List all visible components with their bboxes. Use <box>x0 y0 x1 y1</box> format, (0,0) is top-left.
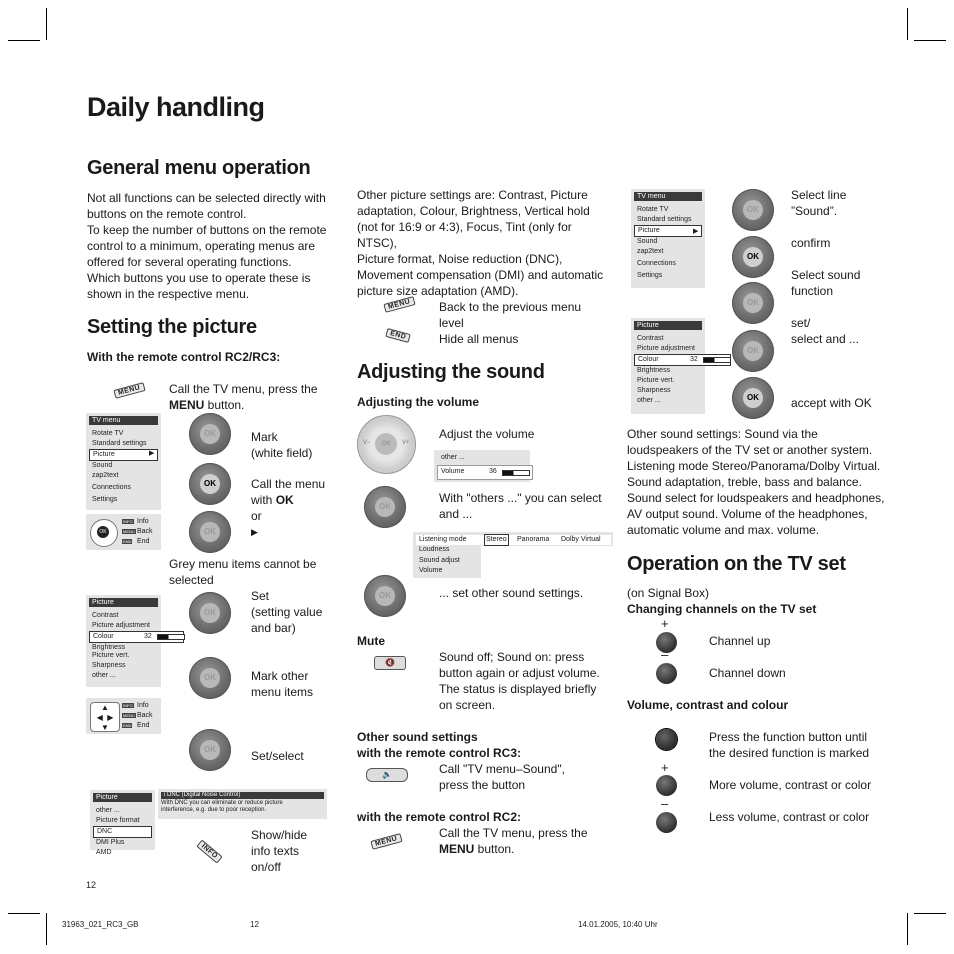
call-menu-ok-text: Call the menu with OK or ▶ <box>251 476 325 540</box>
more-text: More volume, contrast or color <box>709 778 872 792</box>
ok-button[interactable]: OK <box>732 236 774 278</box>
ok-dpad-button[interactable]: OK <box>732 282 774 324</box>
set-select-and-text: set/ select and ... <box>791 316 860 346</box>
other-sound-text: Other sound settings: Sound via the loudspeakers of the TV set or another system. Listening mode Stereo/Panorama/Dolby Virtual. Sound adaptation, treble, bass and balance. Sound select for loudspeakers and headphones, AV output sound. Volume of the headphones, automatic volume and max. volume. <box>627 427 885 537</box>
volume-plus-icon: V+ <box>402 440 410 446</box>
tvset-heading: Operation on the TV set <box>627 553 846 575</box>
selected-item: Colour 32 <box>634 354 731 366</box>
picture-heading: Setting the picture <box>87 316 257 338</box>
minus-sign: – <box>661 647 669 662</box>
footer-date: 14.01.2005, 10:40 Uhr <box>578 920 658 929</box>
rc2-subheading: with the remote control RC2: <box>357 810 522 824</box>
info-key-icon: INFO <box>123 703 133 708</box>
adjust-volume-text: Adjust the volume <box>439 427 535 441</box>
sound-heading: Adjusting the sound <box>357 361 545 383</box>
mute-text: Sound off; Sound on: press button again or adjust volume. The status is displayed briefly on screen. <box>439 650 600 712</box>
signal-box-text: (on Signal Box) <box>627 586 710 600</box>
legend-back: Back <box>137 528 153 535</box>
ok-dpad-button[interactable]: OK <box>189 413 231 455</box>
crop-mark <box>46 8 47 40</box>
ok-dpad-button[interactable]: OK <box>732 330 774 372</box>
arrow-keys-icon: ▲ ◀ ▶ ▼ <box>90 702 120 732</box>
crop-mark <box>8 913 40 914</box>
ok-dpad-button[interactable]: OK <box>189 511 231 553</box>
end-key-icon: END <box>123 723 132 728</box>
footer-file: 31963_021_RC3_GB <box>62 920 139 929</box>
selected-item: Picture <box>634 225 702 237</box>
call-menu-text: Call the TV menu, press the MENU button. <box>169 382 318 412</box>
ok-dpad-button[interactable]: OK <box>364 575 406 617</box>
arrow-right-icon: ▶ <box>693 228 699 235</box>
call-sound-text: Call "TV menu–Sound", press the button <box>439 762 565 792</box>
selected-item: Colour 32 <box>89 631 184 643</box>
volume-bar <box>502 470 530 476</box>
legend-end: End <box>137 538 150 545</box>
crop-mark <box>46 913 47 945</box>
less-button[interactable] <box>656 812 677 833</box>
vcc-subheading: Volume, contrast and colour <box>627 698 789 712</box>
function-button[interactable] <box>656 729 677 750</box>
tv-menu-osd: TV menu Rotate TV Standard settings Picture Sound zap2text Connections Settings <box>631 189 705 288</box>
others-text: With "others ..." you can select and ... <box>439 491 602 521</box>
mark-other-text: Mark other menu items <box>251 669 314 699</box>
volume-subheading: Adjusting the volume <box>357 395 480 409</box>
ok-key-icon: OK <box>97 526 109 538</box>
ok-key-icon[interactable]: OK <box>375 433 397 455</box>
mark-text: Mark (white field) <box>251 430 313 460</box>
legend-back: Back <box>137 712 153 719</box>
select-line-text: Select line ”Sound”. <box>791 188 847 218</box>
ok-dpad-button[interactable]: OK <box>189 657 231 699</box>
channel-down-text: Channel down <box>709 666 786 680</box>
back-text: Back to the previous menu level <box>439 300 582 330</box>
info-i-icon: i <box>164 792 167 798</box>
menu-key-icon: MENU <box>123 713 135 718</box>
volume-osd: other ... Volume 36 <box>434 450 530 482</box>
confirm-text: confirm <box>791 236 831 250</box>
menu-key-icon: MENU <box>370 833 402 850</box>
page-number: 12 <box>86 880 97 890</box>
page-title: Daily handling <box>87 92 265 122</box>
crop-mark <box>914 913 946 914</box>
channel-down-button[interactable] <box>656 663 677 684</box>
less-text: Less volume, contrast or color <box>709 810 870 824</box>
crop-mark <box>907 913 908 945</box>
channel-up-text: Channel up <box>709 634 771 648</box>
legend-info: Info <box>137 518 149 525</box>
rc2-call-text: Call the TV menu, press the MENU button. <box>439 826 588 856</box>
arrow-right-icon: ▶ <box>149 450 155 457</box>
picture-subheading: With the remote control RC2/RC3: <box>87 350 281 364</box>
plus-sign: + <box>661 760 669 775</box>
picture-format-menu-osd: Picture other ... Picture format DNC DMI Plus AMD <box>90 790 155 850</box>
general-heading: General menu operation <box>87 157 311 179</box>
picture-menu-osd: Picture Contrast Picture adjustment Colour 32 Brightness Picture vert. Sharpness other ... <box>631 318 705 414</box>
more-button[interactable] <box>656 775 677 796</box>
legend-box <box>86 698 161 734</box>
end-key-icon: END <box>123 539 132 544</box>
mute-subheading: Mute <box>357 634 385 648</box>
selected-option: Stereo <box>484 534 509 546</box>
menu-key-icon: MENU <box>123 529 135 534</box>
value-bar <box>157 634 185 640</box>
other-sound-subheading: Other sound settings with the remote control RC3: <box>357 730 522 760</box>
selected-item: Picture <box>89 449 158 461</box>
dnc-info-header: i DNC (Digital Noise Control) <box>161 792 324 799</box>
crop-mark <box>914 40 946 41</box>
info-key-icon: INFO <box>123 519 133 524</box>
crop-mark <box>907 8 908 40</box>
legend-end: End <box>137 722 150 729</box>
volume-minus-icon: V− <box>363 440 371 446</box>
select-sound-text: Select sound function <box>791 268 861 298</box>
set-select-text: Set/select <box>251 749 304 763</box>
general-text: Not all functions can be selected directly with buttons on the remote control. To keep the number of buttons on the remote control to a minimum, operating menus are offered for several operating functions. Which buttons you use to operate these is shown in the respective menu. <box>87 191 327 301</box>
footer-page: 12 <box>250 920 259 929</box>
press-function-text: Press the function button until the desired function is marked <box>709 730 870 760</box>
minus-sign: – <box>661 796 669 811</box>
show-hide-text: Show/hide info texts on/off <box>251 828 308 874</box>
selected-item: DNC <box>93 826 152 838</box>
grey-items-text: Grey menu items cannot be selected <box>169 557 317 587</box>
ok-dpad-button[interactable]: OK <box>732 189 774 231</box>
ok-button[interactable]: OK <box>189 463 231 505</box>
accept-text: accept with OK <box>791 396 872 410</box>
ok-dpad-button[interactable]: OK <box>189 729 231 771</box>
remote-dpad-icon[interactable] <box>357 415 416 474</box>
plus-sign: + <box>661 616 669 631</box>
channel-subheading: Changing channels on the TV set <box>627 602 817 616</box>
legend-box <box>86 514 161 550</box>
set-other-text: ... set other sound settings. <box>439 586 584 600</box>
legend-info: Info <box>137 702 149 709</box>
value-bar <box>703 357 731 363</box>
ok-dpad-button[interactable]: OK <box>364 486 406 528</box>
set-text: Set (setting value and bar) <box>251 589 323 635</box>
tv-menu-osd: TV menu Rotate TV Standard settings Picture Sound zap2text Connections Settings <box>86 413 161 510</box>
hide-menus-text: Hide all menus <box>439 332 519 346</box>
speaker-key-icon[interactable]: 🔈 <box>366 768 408 782</box>
menu-key-icon: MENU <box>113 382 145 399</box>
end-key-icon: END <box>385 328 411 343</box>
dnc-info-box: i DNC (Digital Noise Control) With DNC you can eliminate or reduce picture interference, e.g. due to poor reception. <box>158 789 327 819</box>
info-key-icon: INFO <box>196 839 222 863</box>
menu-key-icon: MENU <box>383 296 415 313</box>
listening-mode-osd: Listening mode Stereo Panorama Dolby Virtual Loudness Sound adjust Volume <box>413 532 613 578</box>
arrow-right-icon: ▶ <box>251 527 258 537</box>
ok-dpad-button[interactable]: OK <box>189 592 231 634</box>
picture-menu-osd: Picture Contrast Picture adjustment Colour 32 Brightness Picture vert. Sharpness other ... <box>86 595 161 687</box>
crop-mark <box>8 40 40 41</box>
ok-button[interactable]: OK <box>732 377 774 419</box>
mute-key-icon[interactable]: 🔇 <box>374 656 406 670</box>
picture-settings-text: Other picture settings are: Contrast, Picture adaptation, Colour, Brightness, Vertical hold (not for 16:9 or 4:3), Focus, Tint (only for NTSC), Picture format, Noise reduction (DNC), Movement compensation (DMI) and automatic picture size adaptation (AMD). <box>357 188 604 298</box>
